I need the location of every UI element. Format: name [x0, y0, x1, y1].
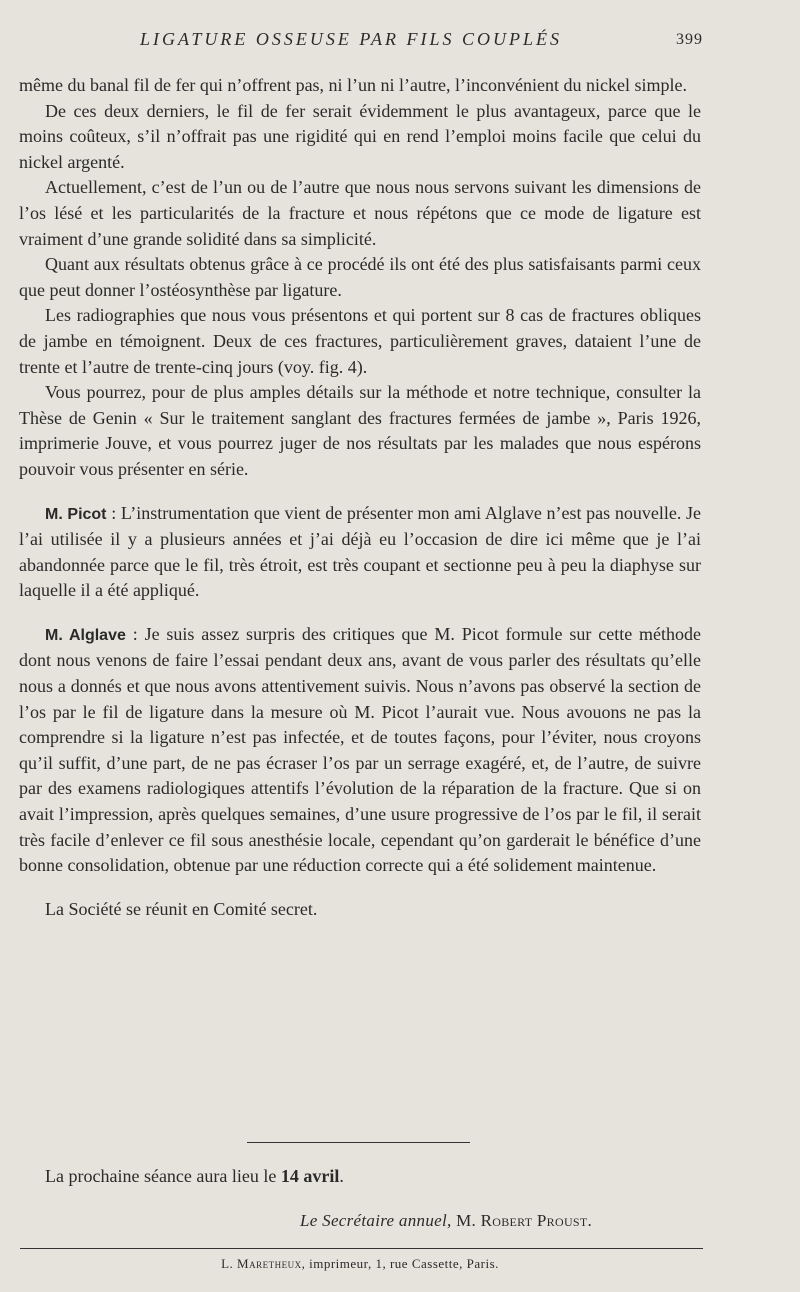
running-title: LIGATURE OSSEUSE PAR FILS COUPLÉS	[140, 29, 562, 49]
paragraph-thesis-reference: Vous pourrez, pour de plus amples détails sur la méthode et notre technique, consulter la Thèse de Genin « Sur le traitement sanglant des fractures fermées de jambe », Paris 1926, imprimerie Jouve, et vous pourrez juger de nos résultats par les malades que nous espérons pouvoir vous présenter en série.	[19, 382, 701, 479]
alglave-reply	[19, 622, 701, 879]
printer-name: L. Maretheux	[221, 1256, 302, 1271]
next-session-date: 14 avril	[280, 1166, 340, 1186]
speaker-picot: M. Picot	[45, 505, 107, 523]
body-text	[19, 73, 701, 922]
paragraph-wire-comparison: De ces deux derniers, le fil de fer serait évidemment le plus avantageux, parce que le moins coûteux, s’il n’offrait pas une rigidité qui en rend l’emploi moins facile que celui du nickel argenté.	[19, 100, 701, 172]
next-session-notice	[45, 1166, 344, 1187]
next-session-prefix: La prochaine séance aura lieu le	[45, 1166, 281, 1186]
footer-rule	[20, 1248, 703, 1249]
paragraph-continuation: même du banal fil de fer qui n’offrent pas, ni l’un ni l’autre, l’inconvénient du nickel simple.	[19, 75, 687, 95]
picot-remark	[19, 501, 701, 604]
paragraph-current-practice: Actuellement, c’est de l’un ou de l’autre que nous nous servons suivant les dimensions de l’os lésé et les particularités de la fracture et nous répétons que ce mode de ligature est vraiment d’une grande solidité dans sa simplicité.	[19, 177, 701, 249]
secretary-role: Le Secrétaire annuel,	[300, 1211, 452, 1230]
paragraph-radiographs: Les radiographies que nous vous présentons et qui portent sur 8 cas de fractures obliques de jambe en témoignent. Deux de ces fractures, particulièrement graves, dataient l’une de trente et l’autre de trente-cinq jours (voy. fig. 4).	[19, 305, 701, 377]
secretary-signature	[300, 1211, 592, 1231]
alglave-reply-text: : Je suis assez surpris des critiques que M. Picot formule sur cette méthode dont nous venons de faire l’essai pendant deux ans, avant de vous parler des résultats qu’elle nous a donnés et que nous avons attentivement suivis. Nous n’avons pas observé la section de l’os par le fil de ligature dans la mesure où M. Picot l’aurait vue. Nous avouons ne pas la comprendre si la ligature n’est pas infectée, et de toutes façons, pour l’éviter, nous croyons qu’il suffit, d’une part, de ne pas écraser l’os par un serrage exagéré, et, de l’autre, de suivre par des examens radiologiques attentifs l’évolution de la réparation de la fracture. Que si on avait l’impression, après quelques semaines, d’une usure progressive de l’os par le fil, il serait très facile d’enlever ce fil sous anesthésie locale, cependant qu’on garderait le bénéfice d’une bonne consolidation, obtenue par une réduction correcte qui a été solidement maintenue.	[19, 623, 701, 876]
secretary-name: M. Robert Proust.	[456, 1211, 593, 1230]
picot-remark-text: : L’instrumentation que vient de présenter mon ami Alglave n’est pas nouvelle. Je l’ai utilisée il y a plusieurs années et j’ai déjà eu l’occasion de dire ici même que je l’ai abandonnée parce que le fil, très étroit, est très coupant et sectionne peu à peu la diaphyse sur laquelle il a été appliqué.	[19, 502, 701, 601]
printer-address: , imprimeur, 1, rue Cassette, Paris.	[301, 1256, 499, 1271]
speaker-alglave: M. Alglave	[45, 626, 126, 644]
printer-imprint	[0, 1256, 720, 1272]
next-session-suffix: .	[339, 1166, 344, 1186]
committee-notice: La Société se réunit en Comité secret.	[45, 898, 318, 919]
page-number: 399	[676, 31, 703, 48]
paragraph-results: Quant aux résultats obtenus grâce à ce procédé ils ont été des plus satisfaisants parmi ceux que peut donner l’ostéosynthèse par ligature.	[19, 254, 701, 300]
section-divider	[247, 1142, 470, 1143]
